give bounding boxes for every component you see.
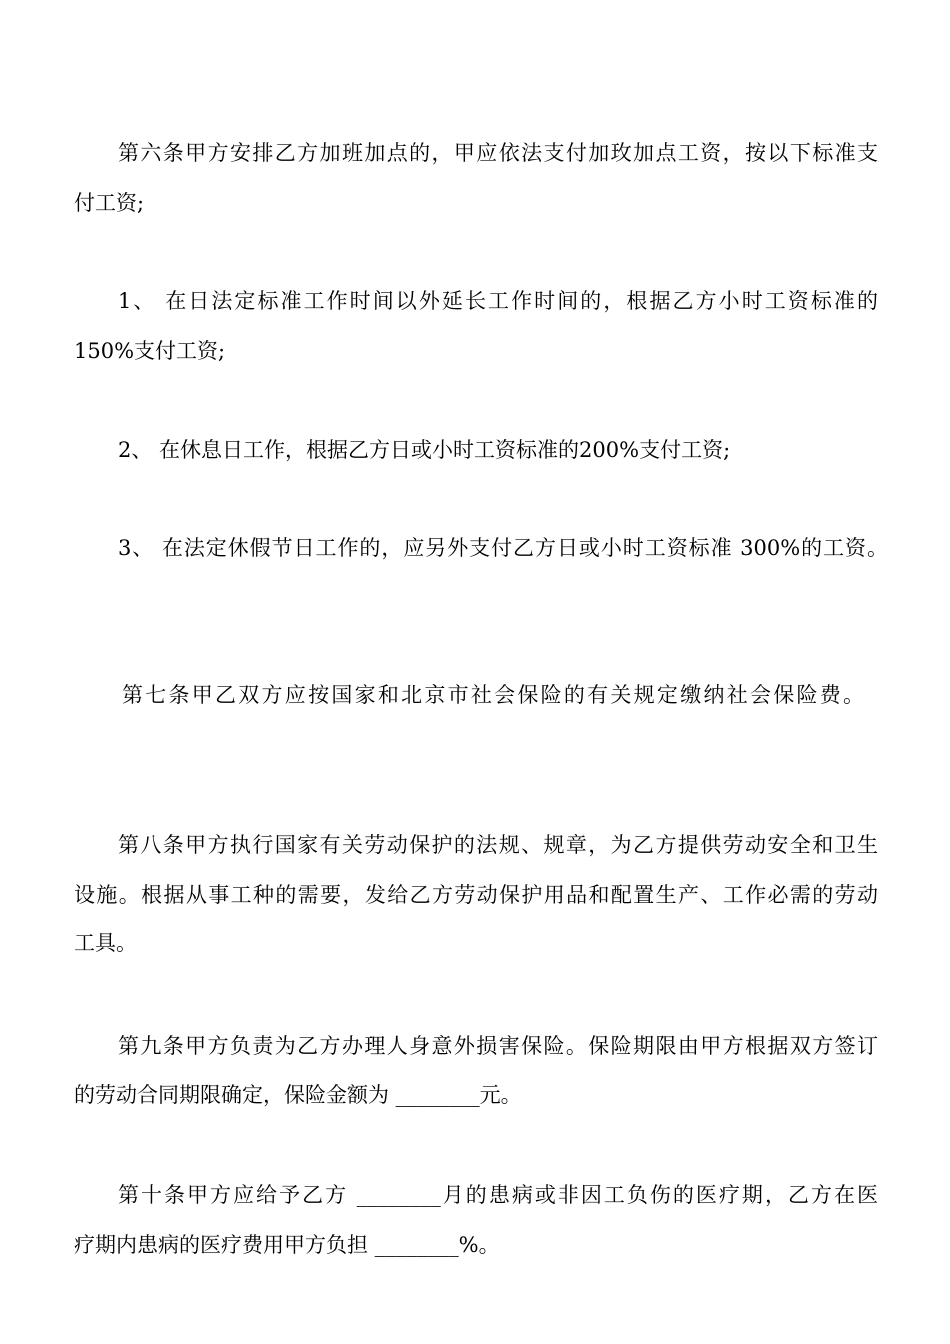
article-9-line-2: 的劳动合同期限确定，保险金额为 ________元。 [74,1083,522,1107]
article-8-line-3: 工具。 [74,931,137,955]
article-6-line-1: 第六条甲方安排乙方加班加点的，甲应依法支付加玫加点工资，按以下标准支 [118,141,878,165]
article-10-line-2: 疗期内患病的医疗费用甲方负担 ________%。 [74,1233,500,1257]
item-1-line-1: 1、 在日法定标准工作时间以外延长工作时间的，根据乙方小时工资标准的 [118,289,878,313]
article-8-line-1: 第八条甲方执行国家有关劳动保护的法规、规章，为乙方提供劳动安全和卫生 [118,833,878,857]
item-1-line-2: 150%支付工资; [74,339,226,363]
article-7-line-1: 第七条甲乙双方应按国家和北京市社会保险的有关规定缴纳社会保险费。 [122,683,864,707]
article-8-line-2: 设施。根据从事工种的需要，发给乙方劳动保护用品和配置生产、工作必需的劳动 [74,883,878,907]
article-10-line-1: 第十条甲方应给予乙方 ________月的患病或非因工负伤的医疗期，乙方在医 [118,1183,878,1207]
item-2-line-1: 2、 在休息日工作，根据乙方日或小时工资标准的200%支付工资; [118,438,731,462]
item-3-line-1: 3、 在法定休假节日工作的，应另外支付乙方日或小时工资标准 300%的工资。 [118,536,888,560]
article-9-line-1: 第九条甲方负责为乙方办理人身意外损害保险。保险期限由甲方根据双方签订 [118,1034,878,1058]
article-6-line-2: 付工资; [74,191,145,215]
